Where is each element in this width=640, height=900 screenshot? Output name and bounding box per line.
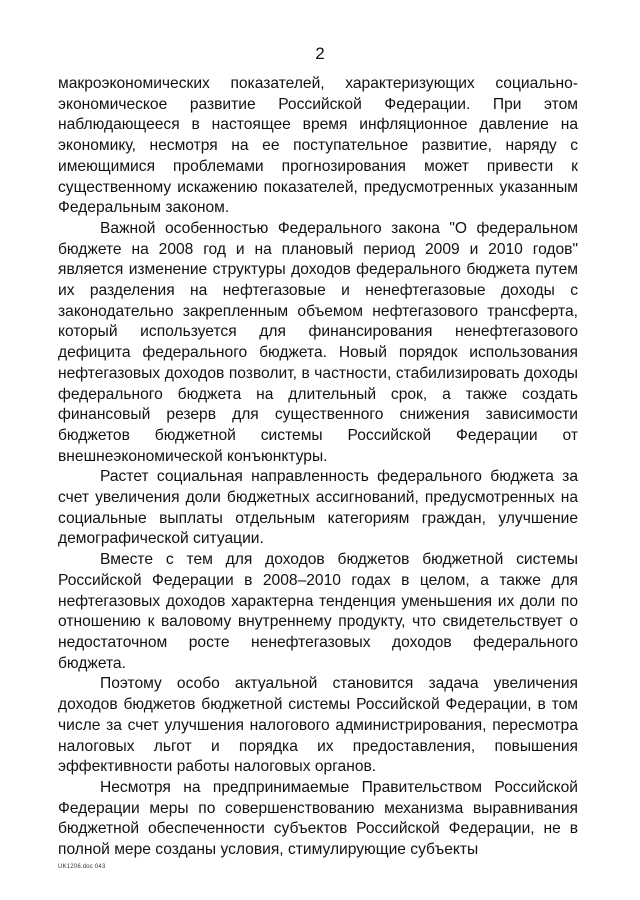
- paragraph-6: Несмотря на предпринимаемые Правительством Российской Федерации меры по совершенствованию механизма выравнивания бюджетной обеспеченности субъектов Российской Федерации, не в полной мере созданы условия, стимулирующие субъекты: [58, 778, 578, 859]
- document-footer-code: UK1206.doc 043: [58, 864, 106, 870]
- paragraph-4: Вместе с тем для доходов бюджетов бюджетной системы Российской Федерации в 2008–2010 годах в целом, а также для нефтегазовых доходов характерна тенденция уменьшения их доли по отношению к валовому внутреннему продукту, что свидетельствует о недостаточном росте ненефтегазовых доходов федерального бюджета.: [58, 551, 578, 672]
- page-number: 2: [315, 44, 325, 63]
- paragraph-5: Поэтому особо актуальной становится задача увеличения доходов бюджетов бюджетной системы Российской Федерации, в том числе за счет улучшения налогового администрирования, пересмотра налоговых льгот и порядка их предоставления, повышения эффективности работы налоговых органов.: [58, 675, 578, 776]
- body-text: [58, 74, 578, 861]
- paragraph-3: Растет социальная направленность федерального бюджета за счет увеличения доли бюджетных ассигнований, предусмотренных на социальные выплаты отдельным категориям граждан, улучшение демографической ситуации.: [58, 468, 578, 548]
- paragraph-2: Важной особенностью Федерального закона "О федеральном бюджете на 2008 год и на плановый период 2009 и 2010 годов" является изменение структуры доходов федерального бюджета путем их разделения на нефтегазовые и ненефтегазовые доходы с законодательно закрепленным объемом нефтегазового трансферта, который используется для финансирования ненефтегазового дефицита федерального бюджета. Новый порядок использования нефтегазовых доходов позволит, в частности, стабилизировать доходы федерального бюджета на длительный срок, а также создать финансовый резерв для существенного снижения зависимости бюджетов бюджетной системы Российской Федерации от внешнеэкономической конъюнктуры.: [58, 219, 578, 465]
- paragraph-1: макроэкономических показателей, характеризующих социально-экономическое развитие Российской Федерации. При этом наблюдающееся в настоящее время инфляционное давление на экономику, несмотря на ее поступательное развитие, наряду с имеющимися проблемами прогнозирования может привести к существенному искажению показателей, предусмотренных указанным Федеральным законом.: [58, 75, 578, 217]
